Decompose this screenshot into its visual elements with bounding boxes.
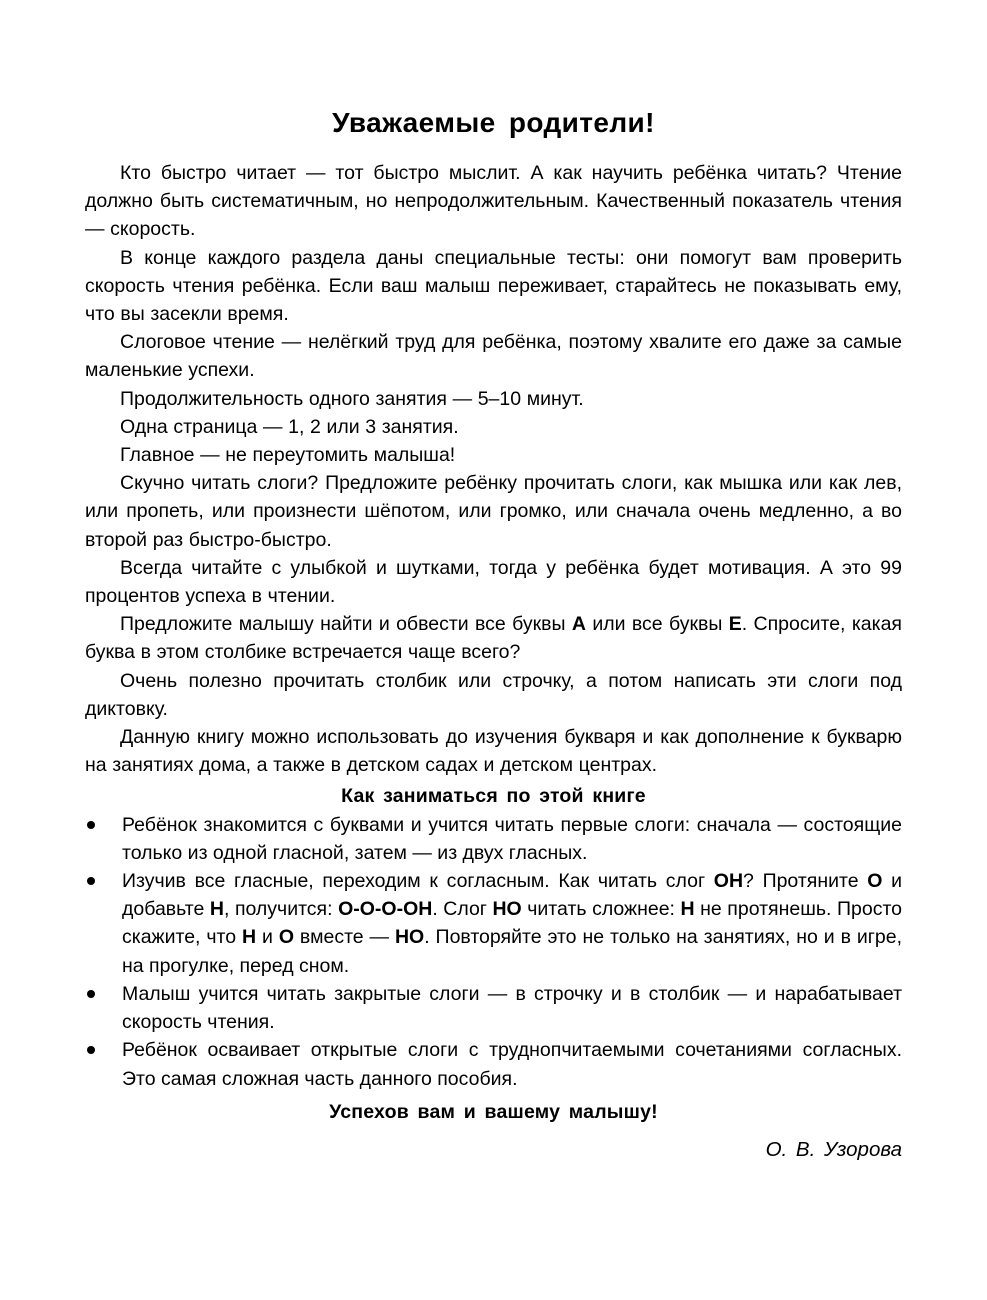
list-item-text: Ребёнок знакомится с буквами и учится читать первые слоги: сначала — состоящие только из одной гласной, затем — из двух гласных. <box>122 813 902 864</box>
highlight-letter-a: А <box>571 613 586 636</box>
consonants-s1: Изучив все гласные, переходим к согласным. Как читать слог <box>122 870 714 893</box>
circle-letters-text-part3: . Спросите, какая буква в этом столбике встречается чаще всего? <box>85 613 902 664</box>
highlight-letter-e: Е <box>728 613 742 636</box>
paragraph-dictation: Очень полезно прочитать столбик или строчку, а потом написать эти слоги под диктовку. <box>85 669 902 720</box>
consonants-s8: и <box>256 926 279 949</box>
document-body <box>85 159 902 1164</box>
consonants-s7: не протянешь. Просто скажите, что <box>122 898 903 949</box>
stretched-syllable-o-o-o-on: О-О-О-ОН <box>338 898 433 921</box>
consonants-s5: . Слог <box>432 898 493 921</box>
letter-n-first: Н <box>209 898 224 921</box>
letter-n-second: Н <box>680 898 695 921</box>
list-item-text <box>122 870 902 977</box>
consonants-s2: ? Протяните <box>743 870 868 893</box>
paragraph-section-tests: В конце каждого раздела даны специальные тесты: они помогут вам проверить скорость чтения ребёнка. Если ваш малыш переживает, старайтесь не показывать ему, что вы засекли время. <box>85 246 902 326</box>
circle-letters-text-part1: Предложите малышу найти и обвести все буквы <box>120 613 572 636</box>
letter-o-first: О <box>867 870 883 893</box>
list-item-closed-syllables <box>85 980 902 1036</box>
syllable-no-second: НО <box>394 926 425 949</box>
bullet-dot-icon <box>87 1046 95 1054</box>
consonants-s3: и добавьте <box>122 870 903 921</box>
list-item-first-syllables <box>85 811 902 867</box>
paragraph-smile-motivation: Всегда читайте с улыбкой и шутками, тогда у ребёнка будет мотивация. А это 99 процентов успеха в чтении. <box>85 556 902 608</box>
bullet-dot-icon <box>87 877 95 885</box>
letter-o-second: О <box>278 926 295 949</box>
consonants-s9: вместе — <box>294 926 395 949</box>
how-to-study-list <box>85 811 902 1093</box>
paragraph-dont-overtire: Главное — не переутомить малыша! <box>120 444 456 467</box>
author-signature: О. В. Узорова <box>765 1137 902 1161</box>
list-item-consonants <box>85 867 902 980</box>
list-item-text: Малыш учится читать закрытые слоги — в строчку и в столбик — и нарабатывает скорость чтения. <box>122 982 902 1034</box>
closing-wish: Успехов вам и вашему малышу! <box>329 1100 658 1123</box>
section-heading-how-to-study: Как заниматься по этой книге <box>341 785 646 808</box>
syllable-on: ОН <box>713 870 744 893</box>
paragraph-syllable-reading-praise: Слоговое чтение — нелёгкий труд для ребёнка, поэтому хвалите его даже за самые маленькие успехи. <box>85 331 902 382</box>
bullet-dot-icon <box>87 990 95 998</box>
paragraph-boring-syllables: Скучно читать слоги? Предложите ребёнку прочитать слоги, как мышка или как лев, или пропеть, или произнести шёпотом, или громко, или сначала очень медленно, а во второй раз быстро-быстро. <box>85 472 902 551</box>
paragraph-intro-reading-speed: Кто быстро читает — тот быстро мыслит. А как научить ребёнка читать? Чтение должно быть систематичным, но непродолжительным. Качественный показатель чтения — скорость. <box>85 162 902 241</box>
consonants-s6: читать сложнее: <box>521 898 681 921</box>
circle-letters-text-part2: или все буквы <box>585 613 729 636</box>
paragraph-book-usage: Данную книгу можно использовать до изучения букваря и как дополнение к букварю на занятиях дома, а также в детском садах и детском центрах. <box>85 726 902 777</box>
bullet-dot-icon <box>87 821 95 829</box>
paragraph-circle-letters <box>85 610 902 666</box>
letter-n-third: Н <box>242 926 257 949</box>
consonants-s10: . Повторяйте это не только на занятиях, но и в игре, на прогулке, перед сном. <box>122 926 902 977</box>
paragraph-lesson-duration: Продолжительность одного занятия — 5–10 минут. <box>120 387 584 410</box>
syllable-no-first: НО <box>492 898 522 921</box>
list-item-open-syllables <box>85 1036 902 1092</box>
paragraph-page-per-lesson: Одна страница — 1, 2 или 3 занятия. <box>120 415 459 438</box>
document-page <box>85 0 902 1300</box>
list-item-text: Ребёнок осваивает открытые слоги с труднопчитаемыми сочетаниями согласных. Это самая сложная часть данного пособия. <box>122 1039 902 1090</box>
page-title: Уважаемые родители! <box>332 107 655 138</box>
consonants-s4: , получится: <box>223 898 339 921</box>
